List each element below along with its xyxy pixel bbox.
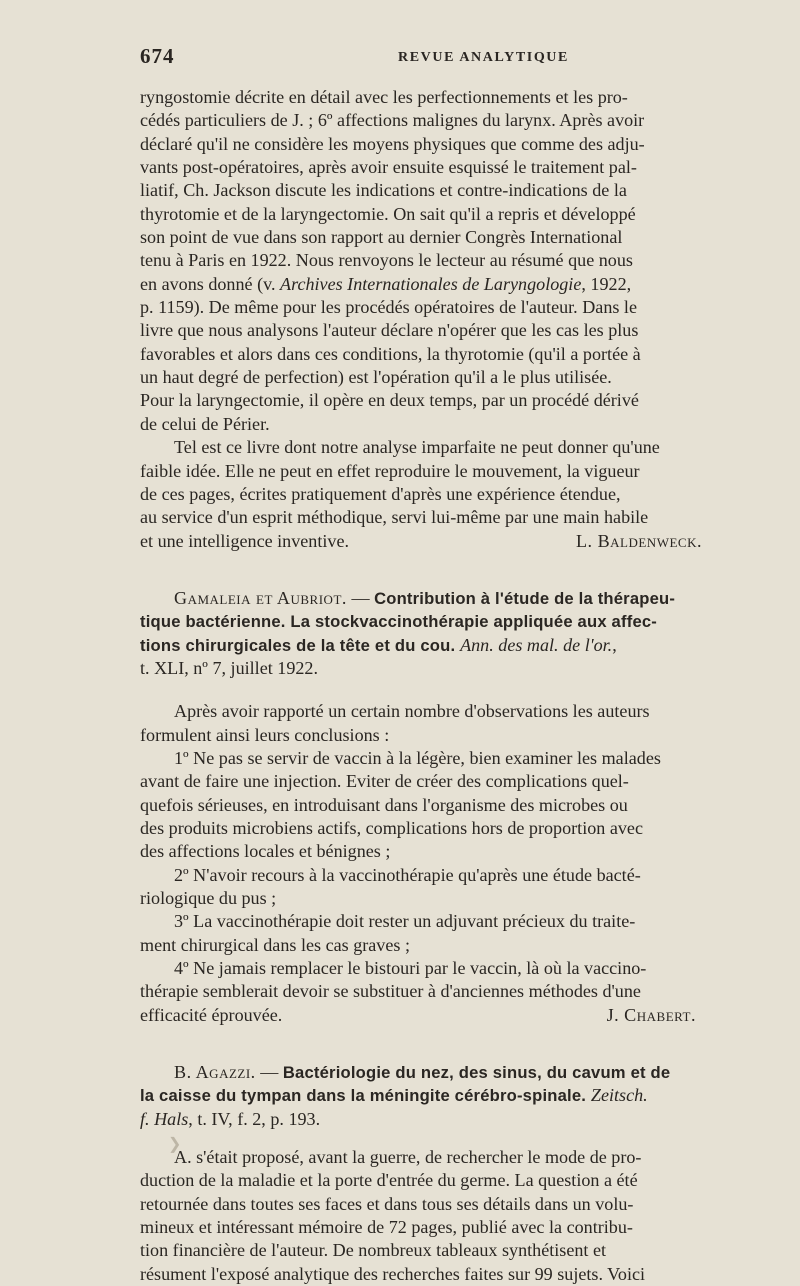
text-line: résument l'exposé analytique des recherches faites sur 99 sujets. Voici [140, 1263, 646, 1284]
text-run: et une intelligence inventive. [140, 530, 350, 551]
review-title: Contribution à l'étude de la thérapeu- [374, 588, 676, 608]
page-number: 674 [140, 44, 175, 68]
text-line: liatif, Ch. Jackson discute les indications et contre-indications de la [140, 180, 627, 201]
text-line: tion financière de l'auteur. De nombreux tableaux synthétisent et [140, 1240, 607, 1261]
text-line: vants post-opératoires, après avoir ensuite esquissé le traitement pal- [140, 157, 637, 178]
running-title: REVUE ANALYTIQUE [398, 50, 569, 65]
journal-citation: f. Hals [140, 1108, 189, 1129]
text-run: , [612, 634, 617, 655]
review-heading [140, 634, 740, 657]
text-line: thyrotomie et de la laryngectomie. On sait qu'il a repris et développé [140, 203, 636, 224]
review-heading [140, 587, 740, 610]
review-heading [140, 610, 740, 633]
text-line: 1º Ne pas se servir de vaccin à la légère, bien examiner les malades [174, 747, 661, 768]
review-title: la caisse du tympan dans la méningite cérébro-spinale. [140, 1086, 591, 1106]
text-run: efficacité éprouvée. [140, 1004, 283, 1025]
text-line: 4º Ne jamais remplacer le bistouri par le vaccin, là où la vaccino- [174, 958, 647, 979]
text-run: — [255, 1062, 283, 1083]
reviewer-signature: L. Baldenweck. [575, 530, 702, 551]
text-line: des produits microbiens actifs, complications hors de proportion avec [140, 817, 643, 838]
reviewer-signature: J. Chabert. [606, 1004, 696, 1025]
text-line: livre que nous analysons l'auteur déclare n'opérer que les cas les plus [140, 320, 639, 341]
text-line: Tel est ce livre dont notre analyse imparfaite ne peut donner qu'une [174, 437, 660, 458]
text-line: p. 1159). De même pour les procédés opératoires de l'auteur. Dans le [140, 297, 637, 318]
text-line: tenu à Paris en 1922. Nous renvoyons le lecteur au résumé que nous [140, 250, 633, 271]
text-line: riologique du pus ; [140, 888, 277, 908]
text-line: au service d'un esprit méthodique, servi lui-même par une main habile [140, 507, 649, 528]
review-title: tions chirurgicales de la tête et du cou. [140, 635, 461, 655]
text-line: ryngostomie décrite en détail avec les perfectionnements et les pro- [140, 87, 628, 107]
text-line: de ces pages, écrites pratiquement d'après une expérience étendue, [140, 483, 621, 504]
text-line [140, 273, 740, 296]
review-title: tique bactérienne. La stockvaccinothérapie appliquée aux affec- [140, 612, 658, 632]
journal-citation: Archives Internationales de Laryngologie [280, 273, 582, 294]
text-line: cédés particuliers de J. ; 6º affections malignes du larynx. Après avoir [140, 110, 645, 131]
text-line: des affections locales et bénignes ; [140, 841, 391, 862]
text-run: , t. IV, f. 2, p. 193. [188, 1108, 321, 1129]
text-line: un haut degré de perfection) est l'opération qu'il a le plus utilisée. [140, 367, 612, 388]
text-line: retournée dans toutes ses faces et dans tous ses détails dans un volu- [140, 1193, 634, 1214]
text-line: quefois sérieuses, en introduisant dans l'organisme des microbes ou [140, 794, 628, 815]
text-line: ment chirurgical dans les cas graves ; [140, 934, 410, 955]
signature-line [140, 530, 740, 553]
text-line: mineux et intéressant mémoire de 72 pages, publié avec la contribu- [140, 1217, 633, 1238]
review-heading [140, 1061, 740, 1084]
review-heading: t. XLI, nº 7, juillet 1922. [140, 657, 318, 678]
faint-mark: ❯ [168, 1136, 182, 1153]
page-header [140, 44, 740, 76]
text-line: déclaré qu'il ne considère les moyens physiques que comme des adju- [140, 133, 645, 154]
journal-citation: Ann. des mal. de l'or. [460, 634, 613, 655]
text-line: A. s'était proposé, avant la guerre, de rechercher le mode de pro- [174, 1147, 642, 1168]
review-title: Bactériologie du nez, des sinus, du cavum et de [282, 1063, 671, 1083]
review-heading [140, 1108, 740, 1131]
text-run: , 1922, [581, 273, 632, 294]
text-line: formulent ainsi leurs conclusions : [140, 724, 390, 745]
text-line: favorables et alors dans ces conditions, la thyrotomie (qu'il a portée à [140, 343, 641, 364]
text-line: de celui de Périer. [140, 413, 270, 434]
text-line: son point de vue dans son rapport au dernier Congrès International [140, 227, 623, 248]
text-line: thérapie semblerait devoir se substituer à d'anciennes méthodes d'une [140, 981, 641, 1002]
text-run: en avons donné (v. [140, 273, 281, 294]
text-line: Après avoir rapporté un certain nombre d'observations les auteurs [174, 701, 650, 722]
text-line: 2º N'avoir recours à la vaccinothérapie qu'après une étude bacté- [174, 864, 641, 885]
review-authors: Gamaleia et Aubriot. [174, 587, 347, 608]
signature-line [140, 1004, 740, 1027]
journal-citation: Zeitsch. [590, 1085, 648, 1106]
text-line: avant de faire une injection. Eviter de créer des complications quel- [140, 771, 629, 792]
review-heading [140, 1084, 740, 1107]
page-body [140, 86, 740, 1286]
review-authors: B. Agazzi. [174, 1062, 256, 1083]
text-line: faible idée. Elle ne peut en effet reproduire le mouvement, la vigueur [140, 460, 640, 481]
text-run: — [346, 587, 375, 608]
text-line: duction de la maladie et la porte d'entrée du germe. La question a été [140, 1170, 638, 1191]
text-line: Pour la laryngectomie, il opère en deux temps, par un procédé dérivé [140, 390, 639, 411]
text-line: 3º La vaccinothérapie doit rester un adjuvant précieux du traite- [174, 911, 636, 932]
